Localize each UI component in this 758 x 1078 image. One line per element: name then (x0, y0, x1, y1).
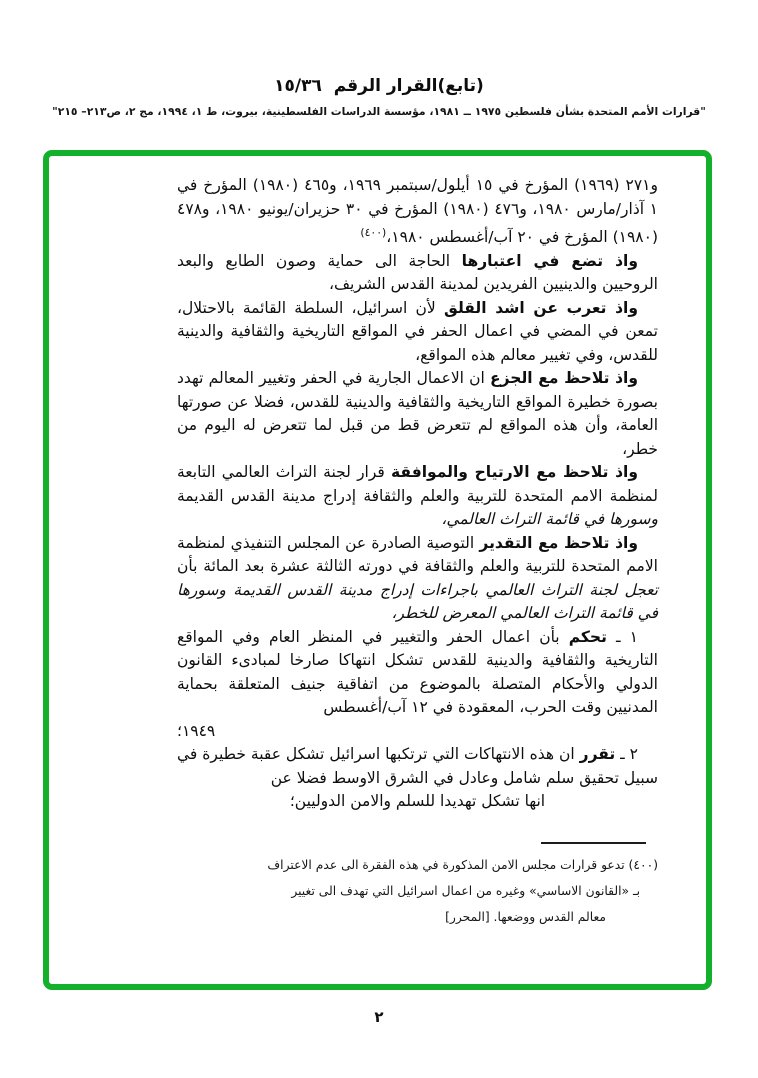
paragraph: واذ تضع في اعتبارها الحاجة الى حماية وصون الطابع والبعد الروحيين والدينيين الفريدين لمدينة القدس الشريف، (177, 251, 658, 294)
document-frame (43, 150, 712, 990)
footnote-line: (٤٠٠) تدعو قرارات مجلس الامن المذكورة في هذه الفقرة الى عدم الاعتراف (267, 858, 658, 872)
resolution-title: (تابع)القرار الرقم ١٥/٣٦ (274, 76, 484, 96)
paragraph: انها تشكل تهديدا للسلم والامن الدوليين؛ (289, 792, 546, 811)
paragraph: واذ تعرب عن اشد القلق لأن اسرائيل، السلطة القائمة بالاحتلال، تمعن في المضي في اعمال الحفر في المواقع التاريخية والثقافية والدينية للقدس، وفي تغيير معالم هذه المواقع، (177, 298, 658, 364)
paragraph: ٢ ـ تقرر ان هذه الانتهاكات التي ترتكبها اسرائيل تشكل عقبة خطيرة في سبيل تحقيق سلم شامل وعادل في الشرق الاوسط فضلا عن (177, 745, 658, 787)
footnote-text (177, 852, 658, 930)
footnote-line: معالم القدس ووضعها. [المحرر] (445, 910, 606, 924)
paragraph: واذ تلاحظ مع التقدير التوصية الصادرة عن المجلس التنفيذي لمنظمة الامم المتحدة للتربية والعلم والثقافة في دورته الثالثة عشرة بعد المائة بأن تعجل لجنة التراث العالمي باجراءات إدراج مدينة القدس القديمة وسورها في قائمة التراث العالمي المعرض للخطر، (177, 533, 658, 623)
resolution-body (49, 156, 706, 930)
footnote-block (177, 842, 658, 930)
footnote-line: بـ «القانون الاساسي» وغيره من اعمال اسرائيل التي تهدف الى تغيير (291, 884, 640, 898)
source-citation: "قرارات الأمم المتحدة بشأن فلسطين ١٩٧٥ ــ ١٩٨١، مؤسسة الدراسات الفلسطينية، بيروت، ط ١، ١٩٩٤، مج ٢، ص٢١٣– ٢١٥" (52, 105, 706, 118)
paragraph: ١٩٤٩؛ (177, 721, 216, 740)
paragraph: واذ تلاحظ مع الجزع ان الاعمال الجارية في الحفر وتغيير المعالم تهدد بصورة خطيرة المواقع التاريخية والثقافية والدينية للقدس، فضلا عن صورتها العامة، وأن هذه المواقع لم تتعرض قط من قبل لما تتعرض له اليوم من خطر، (177, 369, 658, 458)
paragraph: و٢٧١ (١٩٦٩) المؤرخ في ١٥ أيلول/سبتمبر ١٩٦٩، و٤٦٥ (١٩٨٠) المؤرخ في ١ آذار/مارس ١٩٨٠، و٤٧٦ (١٩٨٠) المؤرخ في ٣٠ حزيران/يونيو ١٩٨٠، و٤٧٨ (١٩٨٠) المؤرخ في ٢٠ آب/أغسطس ١٩٨٠،$^{(٤٠٠)}$ (177, 176, 658, 247)
paragraph: واذ تلاحظ مع الارتياح والموافقة قرار لجنة التراث العالمي التابعة لمنظمة الامم المتحدة للتربية والعلم والثقافة إدراج مدينة القدس القديمة وسورها في قائمة التراث العالمي، (177, 463, 658, 529)
page-number: ٢ (374, 1008, 384, 1026)
paragraph-list (177, 174, 658, 836)
footnote-separator (541, 842, 646, 844)
paragraph: ١ ـ تحكم بأن اعمال الحفر والتغيير في المنظر العام وفي المواقع التاريخية والثقافية والدينية للقدس تشكل انتهاكا صارخا لمبادىء القانون الدولي والأحكام المتصلة بالموضوع من اتفاقية جنيف المتعلقة بحماية المدنيين وقت الحرب، المعقودة في ١٢ آب/أغسطس (177, 627, 658, 717)
